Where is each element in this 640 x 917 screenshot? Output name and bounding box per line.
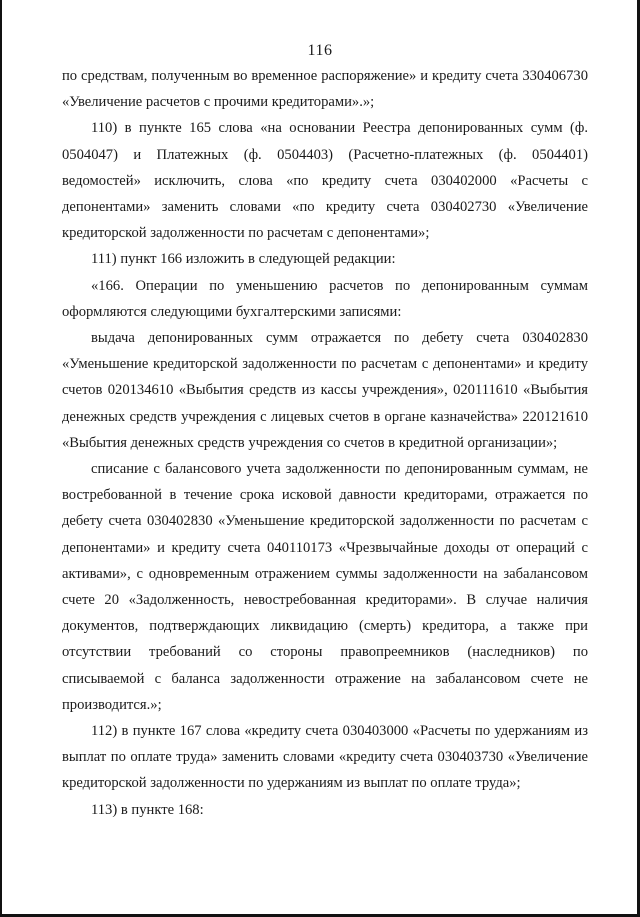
paragraph-item-113: 113) в пункте 168: [91,801,204,818]
paragraph-item-112: 112) в пункте 167 слова «кредиту счета 030403000 «Расчеты по удержаниям из выплат по оплате труда» заменить словами «кредиту счета 030403730 «Увеличение кредиторской задолженности по удержаниям из выплат по оплате труда»; [62,723,588,792]
paragraph-item-111: 111) пункт 166 изложить в следующей редакции: [91,251,396,268]
paragraph-write-off: списание с балансового учета задолженности по депонированным суммам, не востребованной в течение срока исковой давности кредиторами, отражается по дебету счета 030402830 «Уменьшение кредиторской задолженности по расчетам с депонентами» и кредиту счета 040110173 «Чрезвычайные доходы от операций с активами», с одновременным отражением суммы задолженности на забалансовом счете 20 «Задолженность, невостребованная кредиторами». В случае наличия документов, подтверждающих ликвидацию (смерть) кредитора, а также при отсутствии требований со стороны правопреемников (наследников) по списываемой с баланса задолженности отражение на забалансовом счете не производится.»; [62,461,588,713]
page-number: 116 [307,42,333,59]
paragraph-deposit-payout: выдача депонированных сумм отражается по дебету счета 030402830 «Уменьшение кредиторской задолженности по расчетам с депонентами» и кредиту счетов 020134610 «Выбытия средств из кассы учреждения», 020111610 «Выбытия денежных средств учреждения с лицевых счетов в органе казначейства» 220121610 «Выбытия денежных средств учреждения со счетов в кредитной организации»; [62,330,588,451]
paragraph-continuation: по средствам, полученным во временное распоряжение» и кредиту счета 330406730 «Увеличение расчетов с прочими кредиторами».»; [62,68,588,111]
paragraph-clause-166: «166. Операции по уменьшению расчетов по депонированным суммам оформляются следующими бухгалтерскими записями: [62,277,588,320]
paragraph-item-110: 110) в пункте 165 слова «на основании Реестра депонированных сумм (ф. 0504047) и Платежных (ф. 0504403) (Расчетно-платежных (ф. 0504401) ведомостей» исключить, слова «по кредиту счета 030402000 «Расчеты с депонентами» заменить словами «по кредиту счета 030402730 «Увеличение кредиторской задолженности по расчетам с депонентами»; [62,120,588,242]
document-body [62,63,588,823]
